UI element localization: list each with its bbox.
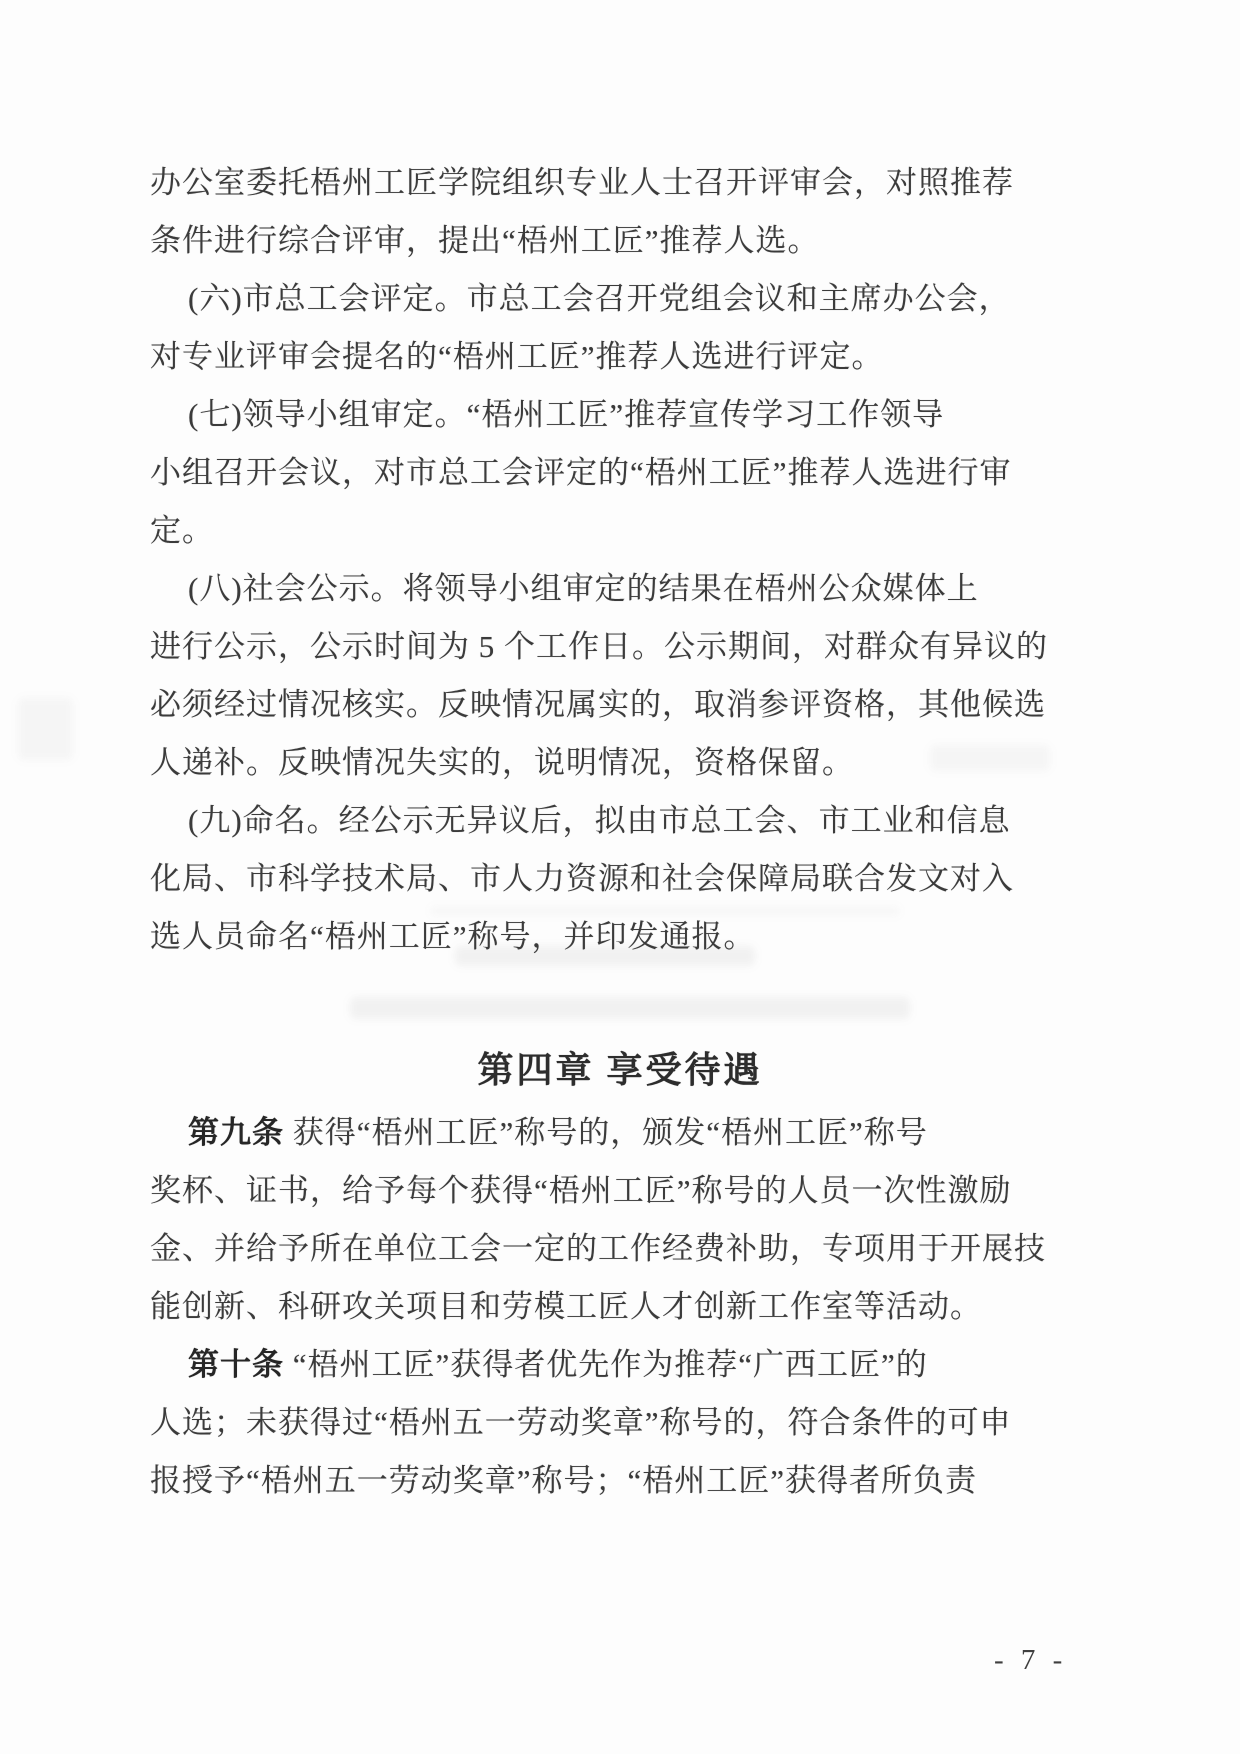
scan-artifact (430, 906, 900, 916)
text-line: 进行公示，公示时间为 5 个工作日。公示期间，对群众有异议的 (150, 629, 1048, 664)
text-line: 报授予“梧州五一劳动奖章”称号；“梧州工匠”获得者所负责 (150, 1463, 978, 1498)
text-line: 必须经过情况核实。反映情况属实的，取消参评资格，其他候选 (150, 687, 1046, 722)
text-line: (六)市总工会评定。市总工会召开党组会议和主席办公会， (188, 281, 1011, 316)
text-line: 金、并给予所在单位工会一定的工作经费补助，专项用于开展技 (150, 1231, 1046, 1266)
text-line: 小组召开会议，对市总工会评定的“梧州工匠”推荐人选进行审 (150, 455, 1012, 490)
text-line: 化局、市科学技术局、市人力资源和社会保障局联合发文对入 (150, 861, 1014, 896)
scan-artifact (930, 745, 1050, 771)
page-number: - 7 - (994, 1644, 1068, 1676)
text-line: 第九条 获得“梧州工匠”称号的，颁发“梧州工匠”称号 (188, 1115, 928, 1150)
text-line: 办公室委托梧州工匠学院组织专业人士召开评审会，对照推荐 (150, 165, 1014, 200)
chapter-heading: 第四章 享受待遇 (477, 1050, 763, 1090)
text-line: (七)领导小组审定。“梧州工匠”推荐宣传学习工作领导 (188, 397, 945, 432)
text-line: 奖杯、证书，给予每个获得“梧州工匠”称号的人员一次性激励 (150, 1173, 1012, 1208)
text-line: 对专业评审会提名的“梧州工匠”推荐人选进行评定。 (150, 339, 884, 374)
text-line: 能创新、科研攻关项目和劳模工匠人才创新工作室等活动。 (150, 1289, 982, 1324)
text-line: 人递补。反映情况失实的，说明情况，资格保留。 (150, 745, 854, 780)
text-line: 第十条 “梧州工匠”获得者优先作为推荐“广西工匠”的 (188, 1347, 928, 1382)
scan-artifact (18, 698, 73, 760)
clause-number: 第十条 (188, 1347, 284, 1382)
clause-number: 第九条 (188, 1115, 284, 1150)
text-line: 人选；未获得过“梧州五一劳动奖章”称号的，符合条件的可申 (150, 1405, 1012, 1440)
text-line: (八)社会公示。将领导小组审定的结果在梧州公众媒体上 (188, 571, 979, 606)
text-line: 条件进行综合评审，提出“梧州工匠”推荐人选。 (150, 223, 820, 258)
scan-artifact (350, 997, 910, 1019)
text-line: 选人员命名“梧州工匠”称号，并印发通报。 (150, 919, 756, 954)
text-line: 定。 (150, 513, 214, 548)
text-line: (九)命名。经公示无异议后，拟由市总工会、市工业和信息 (188, 803, 1011, 838)
